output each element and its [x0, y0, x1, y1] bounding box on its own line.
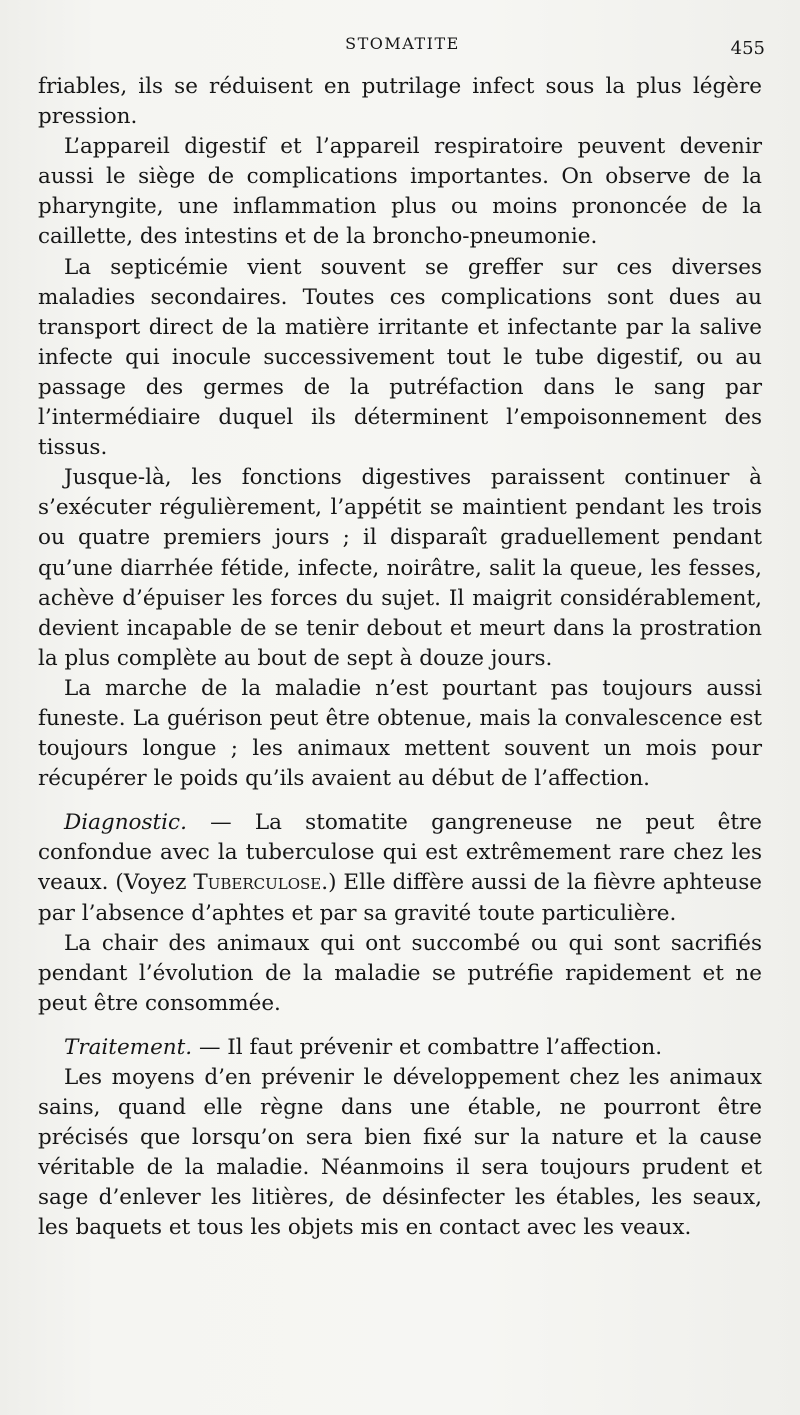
diagnostic-heading: Diagnostic. — [64, 810, 187, 836]
body-text — [38, 72, 762, 1244]
paragraph-traitement — [38, 1033, 762, 1063]
paragraph-chair: La chair des animaux qui ont succombé ou qui sont sacrifiés pendant l’évolution de la maladie se putréfie rapidement et ne peut être consommée. — [38, 930, 762, 1016]
diagnostic-reference: Tuberculose — [193, 870, 322, 896]
traitement-text: — Il faut prévenir et combattre l’affection. — [192, 1034, 663, 1060]
paragraph-diagnostic — [38, 808, 762, 928]
diagnostic-text-before: — La stomatite gangreneuse ne peut être confondue avec la tuberculose qui est extrêmement rare chez les veaux. (Voyez — [38, 810, 762, 896]
paragraph-continuation: friables, ils se réduisent en putrilage infect sous la plus légère pression. — [38, 74, 762, 130]
paragraph-septicemie: La septicémie vient souvent se greffer sur ces diverses maladies secondaires. Toutes ces complications sont dues au transport direct de la matière irritante et infectante par la salive infecte qui inocule successivement tout le tube digestif, ou au passage des germes de la putréfaction dans le sang par l’intermédiaire duquel ils déterminent l’empoisonnement des tissus. — [38, 254, 762, 461]
paragraph-complications: L’appareil digestif et l’appareil respiratoire peuvent devenir aussi le siège de complications importantes. On observe de la pharyngite, une inflammation plus ou moins prononcée de la caillette, des intestins et de la broncho-pneumonie. — [38, 134, 762, 250]
paragraph-fonctions-digestives: Jusque-là, les fonctions digestives paraissent continuer à s’exécuter régulièrement, l’appétit se maintient pendant les trois ou quatre premiers jours ; il disparaît graduellement pendant qu’une diarrhée fétide, infecte, noirâtre, salit la queue, les fesses, achève d’épuiser les forces du sujet. Il maigrit considérablement, devient incapable de se tenir debout et meurt dans la prostration la plus complète au bout de sept à douze jours. — [38, 465, 762, 671]
page-header — [40, 34, 765, 60]
paragraph-marche-maladie: La marche de la maladie n’est pourtant pas toujours aussi funeste. La guérison peut être obtenue, mais la convalescence est toujours longue ; les animaux mettent souvent un mois pour récupérer le poids qu’ils avaient au début de l’affection. — [38, 675, 762, 792]
paragraph-moyens: Les moyens d’en prévenir le développement chez les animaux sains, quand elle règne dans une étable, ne pourront être précisés que lorsqu’on sera bien fixé sur la nature et la cause véritable de la maladie. Néanmoins il sera toujours prudent et sage d’enlever les litières, de désinfecter les étables, les seaux, les baquets et tous les objets mis en contact avec les veaux. — [38, 1065, 762, 1241]
diagnostic-text-after: .) Elle diffère aussi de la fièvre aphteuse par l’absence d’aphtes et par sa gravité toute particulière. — [38, 870, 762, 926]
running-title: STOMATITE — [345, 34, 460, 53]
page-number: 455 — [730, 38, 765, 59]
traitement-heading: Traitement. — [64, 1034, 193, 1060]
